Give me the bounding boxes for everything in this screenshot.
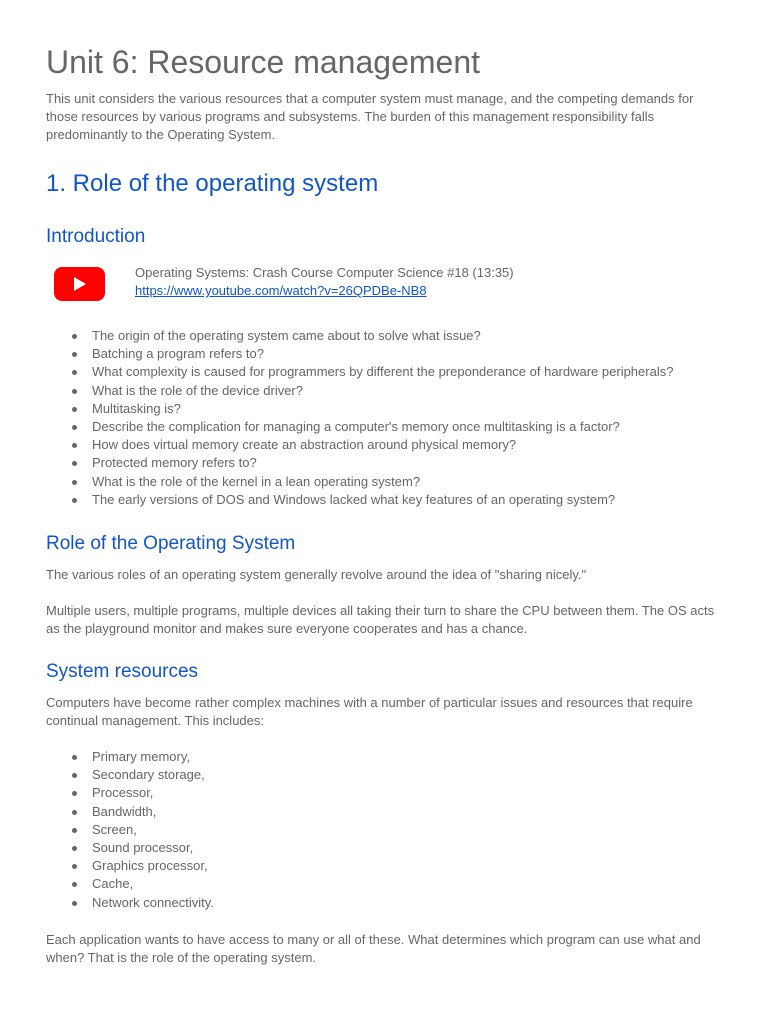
- list-item: What is the role of the kernel in a lean operating system?: [46, 473, 746, 491]
- list-item: The origin of the operating system came about to solve what issue?: [46, 327, 746, 345]
- role-paragraph-1: The various roles of an operating system generally revolve around the idea of "sharing nicely.": [46, 567, 587, 582]
- list-item: Primary memory,: [46, 748, 746, 766]
- intro-question-list: [46, 327, 746, 509]
- list-item: Graphics processor,: [46, 857, 746, 875]
- resource-list: [46, 748, 746, 912]
- list-item: What complexity is caused for programmers by different the preponderance of hardware peripherals?: [46, 363, 746, 381]
- resources-paragraph-1: Computers have become rather complex machines with a number of particular issues and resources that require continual management. This includes:: [46, 695, 693, 728]
- list-item: Screen,: [46, 821, 746, 839]
- subheading-role-of-operating-system: Role of the Operating System: [46, 533, 296, 554]
- list-item: Processor,: [46, 784, 746, 802]
- subheading-system-resources: System resources: [46, 661, 199, 682]
- list-item: Sound processor,: [46, 839, 746, 857]
- list-item: Network connectivity.: [46, 894, 746, 912]
- list-item: Multitasking is?: [46, 400, 746, 418]
- list-item: Protected memory refers to?: [46, 454, 746, 472]
- video-title: Operating Systems: Crash Course Computer Science #18 (13:35): [135, 265, 514, 280]
- list-item: Batching a program refers to?: [46, 345, 746, 363]
- list-item: How does virtual memory create an abstraction around physical memory?: [46, 436, 746, 454]
- role-paragraph-2: Multiple users, multiple programs, multiple devices all taking their turn to share the CPU between them. The OS acts as the playground monitor and makes sure everyone cooperates and has a chance.: [46, 603, 715, 636]
- list-item: Bandwidth,: [46, 803, 746, 821]
- list-item: Secondary storage,: [46, 766, 746, 784]
- resources-paragraph-2: Each application wants to have access to many or all of these. What determines which program can use what and when? That is the role of the operating system.: [46, 932, 701, 965]
- video-reference: [46, 262, 726, 308]
- youtube-icon[interactable]: [54, 267, 105, 301]
- list-item: What is the role of the device driver?: [46, 382, 746, 400]
- video-link[interactable]: https://www.youtube.com/watch?v=26QPDBe-NB8: [135, 283, 427, 298]
- list-item: Cache,: [46, 875, 746, 893]
- list-item: Describe the complication for managing a computer's memory once multitasking is a factor?: [46, 418, 746, 436]
- list-item: The early versions of DOS and Windows lacked what key features of an operating system?: [46, 491, 746, 509]
- section-heading-role-of-os: 1. Role of the operating system: [46, 170, 379, 197]
- unit-intro-paragraph: This unit considers the various resources that a computer system must manage, and the competing demands for those resources by various programs and subsystems. The burden of this management responsibility falls predominantly to the Operating System.: [46, 91, 694, 142]
- page-title: Unit 6: Resource management: [46, 44, 480, 80]
- subheading-introduction: Introduction: [46, 226, 146, 247]
